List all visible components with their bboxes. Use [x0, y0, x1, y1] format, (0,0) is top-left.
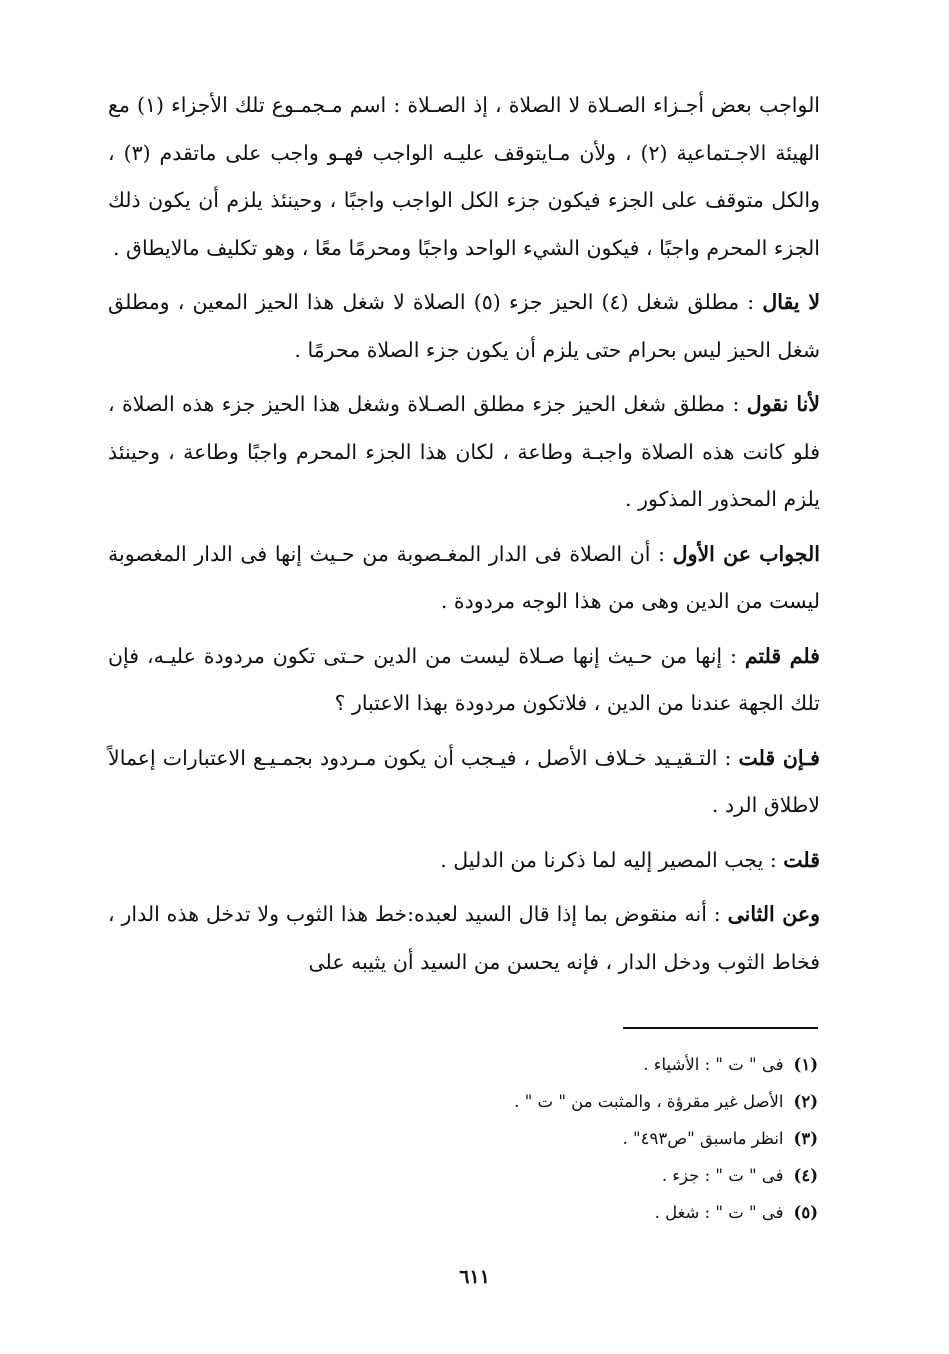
paragraph-8-text: : أنه منقوض بما إذا قال السيد لعبده:خط هذا الثوب ولا تدخل هذه الدار ، فخاط الثوب ودخل الدار ، فإنه يحسن من السيد أن يثيبه على [108, 902, 820, 974]
footnote-4 [300, 1157, 818, 1194]
footnote-2-text: الأصل غير مقرؤة ، والمثبت من " ت " . [514, 1092, 784, 1111]
main-text [108, 82, 820, 993]
footnote-3-number: (٣) [793, 1129, 818, 1148]
page-number: ٦١١ [459, 1266, 490, 1288]
footnote-5-number: (٥) [793, 1203, 818, 1222]
footnote-3-text: انظر ماسبق "ص٤٩٣" . [622, 1129, 784, 1148]
paragraph-8 [108, 891, 820, 986]
paragraph-2 [108, 279, 820, 374]
footnote-1-number: (١) [793, 1055, 818, 1074]
footnote-5 [300, 1194, 818, 1231]
footnotes-list [300, 1046, 818, 1231]
footnote-2-number: (٢) [793, 1092, 818, 1111]
footnote-5-text: فى " ت " : شغل . [654, 1203, 784, 1222]
footnote-3 [300, 1120, 818, 1157]
paragraph-4 [108, 531, 820, 626]
paragraph-2-lead: لا يقال [762, 290, 821, 314]
paragraph-6-lead: فـإن قلت [738, 745, 820, 770]
paragraph-2-text: : مطلق شغل (٤) الحيز جزء (٥) الصلاة لا شغل هذا الحيز المعين ، ومطلق شغل الحيز ليس بحرام حتى يلزم أن يكون جزء الصلاة محرمًا . [108, 290, 820, 362]
paragraph-4-text: : أن الصلاة فى الدار المغـصوبة من حـيث إنها فى الدار المغصوبة ليست من الدين وهى من هذا الوجه مردودة . [108, 541, 820, 613]
footnote-2 [300, 1083, 818, 1120]
paragraph-1-text: الواجب بعض أجـزاء الصـلاة لا الصلاة ، إذ الصـلاة : اسم مـجمـوع تلك الأجزاء (١) مع الهيئة الاجـتماعية (٢) ، ولأن مـايتوقف عليـه الواجب فهـو واجب على ماتقدم (٣) ، والكل متوقف على الجزء فيكون جزء الكل الواجب واجبًا ، وحينئذ يلزم أن يكون ذلك الجزء المحرم واجبًا ، فيكون الشيء الواحد واجبًا ومحرمًا معًا ، وهو تكليف مالايطاق . [108, 93, 821, 260]
footnote-1 [300, 1046, 818, 1083]
paragraph-7-text: : يجب المصير إليه لما ذكرنا من الدليل . [440, 847, 784, 872]
paragraph-6-text: : التـقيـيد خـلاف الأصل ، فيـجب أن يكون مـردود بجمـيـع الاعتبارات إعمالاً لاطلاق الرد . [108, 745, 820, 817]
paragraph-5 [108, 633, 820, 728]
paragraph-1 [108, 82, 820, 272]
paragraph-7-lead: قلت [783, 847, 820, 872]
footnote-4-number: (٤) [793, 1166, 818, 1185]
paragraph-8-lead: وعن الثانى [727, 902, 820, 926]
paragraph-7 [108, 837, 820, 885]
footnote-divider [623, 1027, 818, 1029]
paragraph-3-text: : مطلق شغل الحيز جزء مطلق الصـلاة وشغل هذا الحيز جزء هذه الصلاة ، فلو كانت هذه الصلاة واجبـة وطاعة ، لكان هذا الجزء المحرم واجبًا وطاعة ، وحينئذ يلزم المحذور المذكور . [108, 392, 820, 511]
paragraph-3-lead: لأنا نقول [746, 392, 820, 416]
paragraph-5-lead: فلم قلتم [744, 643, 820, 668]
paragraph-6 [108, 735, 820, 830]
paragraph-3 [108, 381, 820, 524]
paragraph-4-lead: الجواب عن الأول [672, 541, 820, 566]
footnote-1-text: فى " ت " : الأشياء . [643, 1055, 784, 1074]
footnote-4-text: فى " ت " : جزء . [661, 1166, 784, 1185]
paragraph-5-text: : إنها من حـيث إنها صـلاة ليست من الدين حـتى تكون مردودة عليـه، فإن تلك الجهة عندنا من الدين ، فلاتكون مردودة بهذا الاعتبار ؟ [108, 643, 820, 715]
